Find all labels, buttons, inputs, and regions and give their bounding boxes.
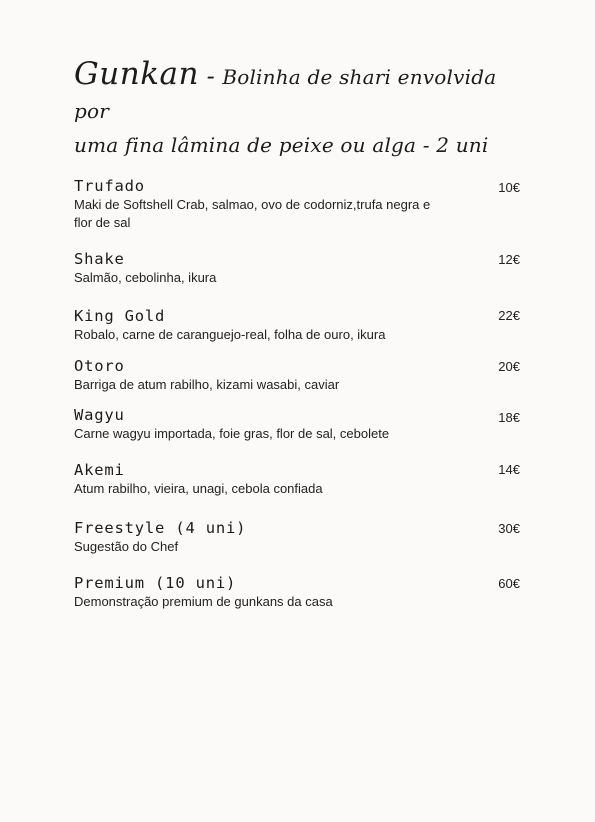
menu-item-description: Salmão, cebolinha, ikura bbox=[74, 270, 217, 285]
section-heading bbox=[74, 58, 534, 163]
menu-item-description: Maki de Softshell Crab, salmao, ovo de codorniz,trufa negra e flor de sal bbox=[74, 197, 431, 230]
menu-item-name: Trufado bbox=[74, 177, 145, 195]
menu-item-name: Shake bbox=[74, 250, 125, 268]
menu-item-price: 60€ bbox=[498, 576, 520, 591]
menu-item-price: 10€ bbox=[498, 180, 520, 195]
menu-item-premium bbox=[74, 573, 520, 611]
menu-item-price: 30€ bbox=[498, 521, 520, 536]
menu-item-description: Sugestão do Chef bbox=[74, 539, 179, 554]
menu-item-name: Otoro bbox=[74, 357, 125, 375]
menu-item-name: Wagyu bbox=[74, 406, 125, 424]
menu-item-description: Carne wagyu importada, foie gras, flor de sal, cebolete bbox=[74, 426, 390, 441]
menu-item-name: King Gold bbox=[74, 307, 166, 325]
menu-item-price: 18€ bbox=[498, 410, 520, 425]
menu-item-price: 12€ bbox=[498, 252, 520, 267]
menu-item-wagyu bbox=[74, 405, 520, 443]
menu-item-name: Akemi bbox=[74, 461, 125, 479]
menu-item-akemi bbox=[74, 460, 520, 498]
section-title: Gunkan bbox=[74, 56, 199, 92]
menu-item-description: Demonstração premium de gunkans da casa bbox=[74, 594, 333, 609]
menu-item-name: Premium (10 uni) bbox=[74, 574, 237, 592]
section-subtitle-line1: Bolinha de shari envolvida por bbox=[74, 65, 497, 123]
menu-item-description: Atum rabilho, vieira, unagi, cebola confiada bbox=[74, 481, 323, 496]
section-subtitle-line2: uma fina lâmina de peixe ou alga - 2 uni bbox=[74, 133, 489, 157]
section-title-separator: - bbox=[198, 62, 223, 90]
menu-item-description: Barriga de atum rabilho, kizami wasabi, caviar bbox=[74, 377, 340, 392]
menu-item-shake bbox=[74, 249, 520, 287]
menu-item-price: 22€ bbox=[498, 308, 520, 323]
menu-item-description: Robalo, carne de caranguejo-real, folha de ouro, ikura bbox=[74, 327, 386, 342]
menu-item-otoro bbox=[74, 356, 520, 394]
menu-item-price: 20€ bbox=[498, 359, 520, 374]
menu-item-trufado bbox=[74, 176, 520, 232]
menu-item-name: Freestyle (4 uni) bbox=[74, 519, 247, 537]
menu-item-price: 14€ bbox=[498, 462, 520, 477]
menu-item-freestyle bbox=[74, 518, 520, 556]
menu-item-king-gold bbox=[74, 306, 520, 344]
